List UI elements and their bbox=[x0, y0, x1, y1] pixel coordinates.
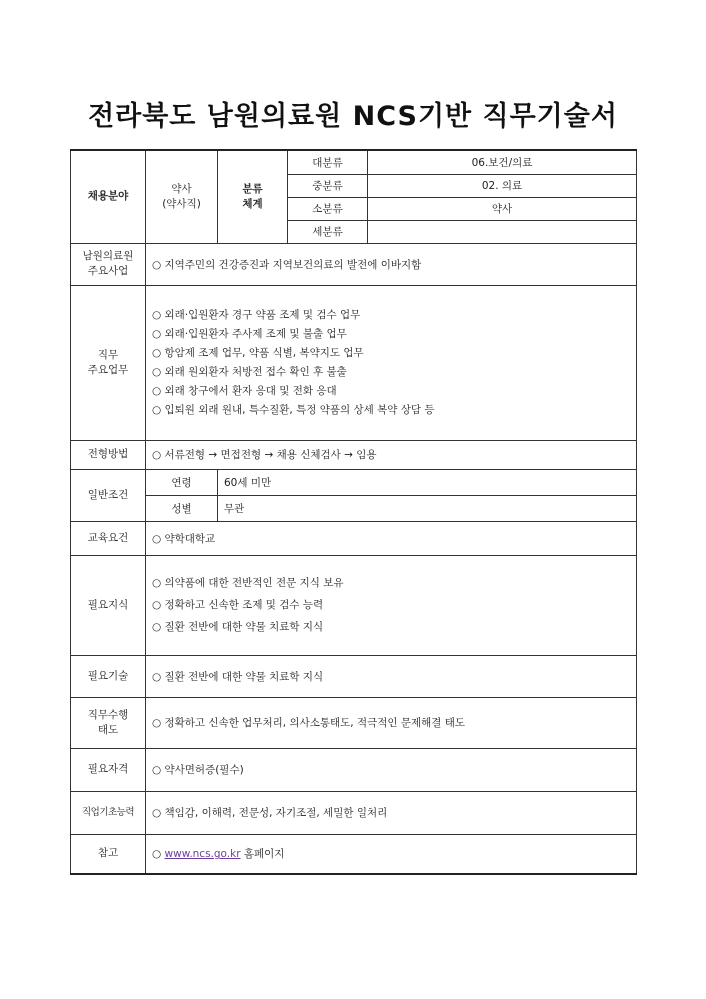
attitude-label-cell bbox=[71, 697, 146, 748]
qualification-row bbox=[71, 748, 637, 791]
gender-label: 성별 bbox=[146, 495, 218, 521]
duties-list bbox=[146, 285, 637, 440]
attitude-text: ○ 정확하고 신속한 업무처리, 의사소통태도, 적극적인 문제해결 태도 bbox=[146, 697, 637, 748]
field-label: 채용분야 bbox=[87, 190, 129, 203]
attitude-row bbox=[71, 697, 637, 748]
general-row-age bbox=[71, 469, 637, 495]
age-label: 연령 bbox=[146, 469, 218, 495]
qualification-text: ○ 약사면허증(필수) bbox=[146, 748, 637, 791]
skills-text: ○ 질환 전반에 대한 약물 치료학 지식 bbox=[146, 655, 637, 697]
general-row-gender bbox=[71, 495, 637, 521]
reference-suffix: 홈페이지 bbox=[243, 848, 285, 861]
field-value-line2: (약사직) bbox=[162, 197, 201, 210]
gender-value: 무관 bbox=[218, 495, 637, 521]
duty-item: ○ 항암제 조제 업무, 약품 식별, 복약지도 업무 bbox=[152, 346, 364, 359]
duty-item: ○ 외래 원외환자 처방전 접수 확인 후 불출 bbox=[152, 365, 347, 378]
skills-label: 필요기술 bbox=[71, 655, 146, 697]
minor-value: 약사 bbox=[368, 197, 637, 220]
system-label-cell bbox=[218, 150, 288, 243]
knowledge-label: 필요지식 bbox=[71, 555, 146, 655]
duties-label-line1: 직무 bbox=[97, 348, 119, 361]
duty-item: ○ 외래·입원환자 주사제 조제 및 불출 업무 bbox=[152, 327, 347, 340]
qualification-label: 필요자격 bbox=[71, 748, 146, 791]
general-label: 일반조건 bbox=[71, 469, 146, 521]
minor-label: 소분류 bbox=[288, 197, 368, 220]
job-description-table bbox=[70, 149, 637, 875]
field-value-cell bbox=[146, 150, 218, 243]
basic-ability-label: 직업기초능력 bbox=[71, 791, 146, 834]
duties-label-cell bbox=[71, 285, 146, 440]
attitude-label-line2: 태도 bbox=[97, 723, 119, 736]
attitude-label-line1: 직무수행 bbox=[87, 708, 129, 721]
main-business-row bbox=[71, 243, 637, 285]
main-business-label-cell bbox=[71, 243, 146, 285]
knowledge-row bbox=[71, 555, 637, 655]
middle-label: 중분류 bbox=[288, 174, 368, 197]
reference-row bbox=[71, 834, 637, 874]
education-row bbox=[71, 521, 637, 555]
reference-label: 참고 bbox=[71, 834, 146, 874]
education-label: 교육요건 bbox=[71, 521, 146, 555]
page-title: 전라북도 남원의료원 NCS기반 직무기술서 bbox=[88, 101, 618, 132]
selection-label: 전형방법 bbox=[71, 440, 146, 469]
classification-row-major bbox=[71, 150, 637, 174]
system-label-line2: 체계 bbox=[242, 197, 263, 210]
main-business-text: ○ 지역주민의 건강증진과 지역보건의료의 발전에 이바지함 bbox=[146, 243, 637, 285]
duties-label-line2: 주요업무 bbox=[87, 363, 129, 376]
selection-text: ○ 서류전형 → 면접전형 → 채용 신체검사 → 임용 bbox=[146, 440, 637, 469]
main-business-label-line1: 남원의료원 bbox=[82, 250, 134, 262]
skills-row bbox=[71, 655, 637, 697]
duty-item: ○ 입퇴원 외래 원내, 특수질환, 특정 약품의 상세 복약 상담 등 bbox=[152, 403, 435, 416]
education-text: ○ 약학대학교 bbox=[146, 521, 637, 555]
basic-ability-text: ○ 책임감, 이해력, 전문성, 자기조절, 세밀한 일처리 bbox=[146, 791, 637, 834]
system-label-line1: 분류 bbox=[242, 182, 263, 195]
knowledge-item: ○ 질환 전반에 대한 약물 치료학 지식 bbox=[152, 621, 324, 633]
duty-item: ○ 외래·입원환자 경구 약품 조제 및 검수 업무 bbox=[152, 308, 361, 321]
sub-value bbox=[368, 220, 637, 243]
major-label: 대분류 bbox=[288, 150, 368, 174]
knowledge-list bbox=[146, 555, 637, 655]
basic-ability-row bbox=[71, 791, 637, 834]
field-label-cell bbox=[71, 150, 146, 243]
duties-row bbox=[71, 285, 637, 440]
sub-label: 세분류 bbox=[288, 220, 368, 243]
main-business-label-line2: 주요사업 bbox=[87, 265, 129, 277]
ncs-website-link[interactable]: www.ncs.go.kr bbox=[164, 848, 241, 861]
duty-item: ○ 외래 창구에서 환자 응대 및 전화 응대 bbox=[152, 384, 337, 397]
reference-bullet: ○ bbox=[152, 848, 162, 861]
middle-value: 02. 의료 bbox=[368, 174, 637, 197]
selection-row bbox=[71, 440, 637, 469]
field-value-line1: 약사 bbox=[171, 182, 192, 195]
reference-cell bbox=[146, 834, 637, 874]
knowledge-item: ○ 정확하고 신속한 조제 및 검수 능력 bbox=[152, 599, 324, 611]
age-value: 60세 미만 bbox=[218, 469, 637, 495]
major-value: 06.보건/의료 bbox=[368, 150, 637, 174]
knowledge-item: ○ 의약품에 대한 전반적인 전문 지식 보유 bbox=[152, 577, 344, 589]
